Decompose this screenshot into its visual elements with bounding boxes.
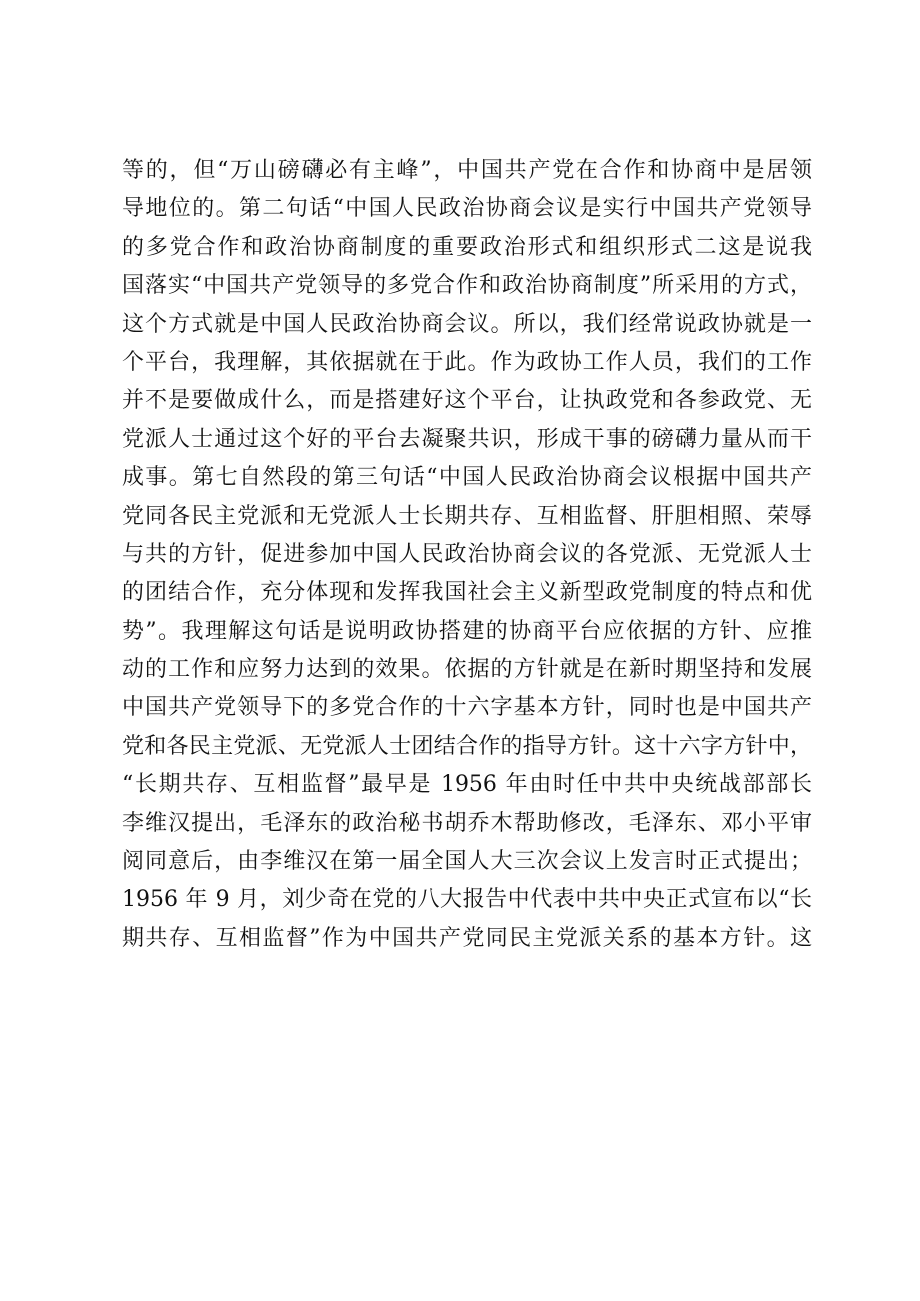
text-line: 党派人士通过这个好的平台去凝聚共识，形成干事的磅礴力量从而干 [122, 426, 812, 452]
text-line: “长期共存、互相监督”最早是 1956 年由时任中共中央统战部部长 [122, 772, 812, 798]
text-line: 势”。我理解这句话是说明政协搭建的协商平台应依据的方针、应推 [122, 618, 812, 644]
text-line: 党和各民主党派、无党派人士团结合作的指导方针。这十六字方针中， [122, 733, 812, 759]
text-line: 成事。第七自然段的第三句话“中国人民政治协商会议根据中国共产 [122, 465, 812, 491]
text-line: 期共存、互相监督”作为中国共产党同民主党派关系的基本方针。这 [122, 925, 812, 951]
text-line: 的多党合作和政治协商制度的重要政治形式和组织形式二这是说我 [122, 234, 812, 260]
text-line: 导地位的。第二句话“中国人民政治协商会议是实行中国共产党领导 [122, 196, 812, 222]
text-line: 党同各民主党派和无党派人士长期共存、互相监督、肝胆相照、荣辱 [122, 503, 812, 529]
text-line: 1956 年 9 月，刘少奇在党的八大报告中代表中共中央正式宣布以“长 [122, 887, 812, 913]
text-line: 等的，但“万山磅礴必有主峰”，中国共产党在合作和协商中是居领 [122, 158, 812, 183]
text-line: 这个方式就是中国人民政治协商会议。所以，我们经常说政协就是一 [122, 311, 812, 337]
text-line: 阅同意后，由李维汉在第一届全国人大三次会议上发言时正式提出； [122, 849, 812, 875]
text-line: 的团结合作，充分体现和发挥我国社会主义新型政党制度的特点和优 [122, 580, 812, 606]
body-paragraph [122, 152, 812, 958]
text-line: 并不是要做成什么，而是搭建好这个平台，让执政党和各参政党、无 [122, 388, 812, 414]
text-line: 动的工作和应努力达到的效果。依据的方针就是在新时期坚持和发展 [122, 657, 812, 683]
text-line: 中国共产党领导下的多党合作的十六字基本方针，同时也是中国共产 [122, 695, 812, 721]
text-line: 李维汉提出，毛泽东的政治秘书胡乔木帮助修改，毛泽东、邓小平审 [122, 810, 812, 836]
text-line: 与共的方针，促进参加中国人民政治协商会议的各党派、无党派人士 [122, 541, 812, 567]
text-line: 个平台，我理解，其依据就在于此。作为政协工作人员，我们的工作 [122, 349, 812, 375]
text-line: 国落实“中国共产党领导的多党合作和政治协商制度”所采用的方式， [122, 273, 812, 299]
